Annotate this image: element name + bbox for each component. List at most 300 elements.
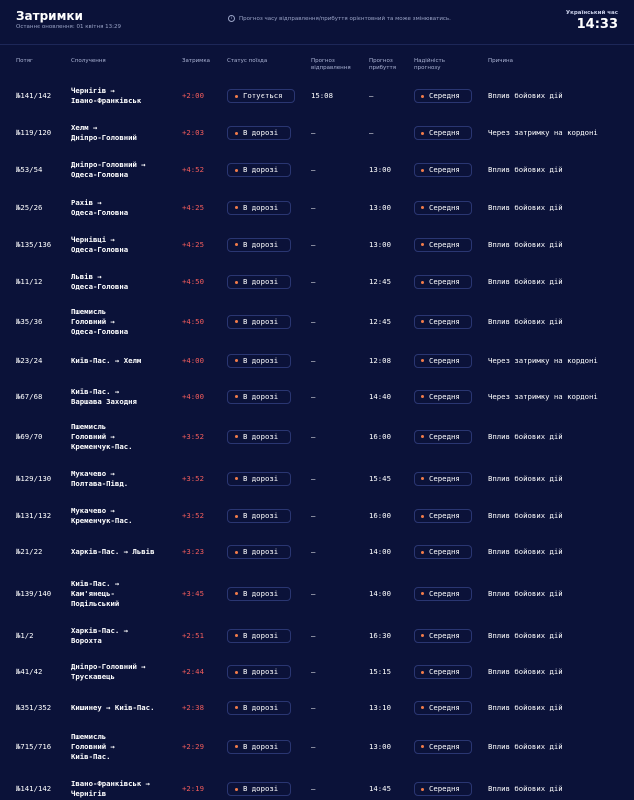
col-status: Статус поїзда (227, 58, 268, 64)
arrival-forecast: 13:00 (369, 202, 391, 212)
table-row (0, 459, 634, 498)
reliability-dot-icon (421, 671, 424, 674)
departure-forecast: — (311, 702, 316, 712)
table-row (0, 301, 634, 342)
col-reliability-line1: Надійність (414, 58, 446, 64)
forecast-notice-text: Прогноз часу відправлення/прибуття орієнтовний та може змінюватись. (239, 15, 451, 22)
reliability-dot-icon (421, 320, 424, 323)
status-label: В дорозі (243, 511, 279, 520)
train-number: №141/142 (16, 784, 52, 793)
route-line: Варшава Заходня (71, 396, 137, 406)
delay-value: +3:52 (182, 511, 204, 520)
reliability-dot-icon (421, 745, 424, 748)
delay-value: +4:00 (182, 391, 204, 401)
table-row (0, 151, 634, 189)
reliability-dot-icon (421, 706, 424, 709)
delay-value: +4:25 (182, 202, 204, 212)
arrival-forecast: 12:45 (369, 316, 391, 326)
departure-forecast: — (311, 355, 316, 365)
departure-forecast: — (311, 391, 316, 401)
route-line: Пшемисль (71, 306, 107, 316)
reliability-dot-icon (421, 169, 424, 172)
last-updated: Останнє оновлення: 01 квітня 13:29 (16, 24, 121, 30)
delay-value: +4:52 (182, 165, 204, 174)
status-dot-icon (235, 551, 238, 554)
status-badge (227, 587, 291, 601)
route-line: Ворохта (71, 635, 102, 645)
route-line: Львів → (71, 272, 102, 281)
status-label: В дорозі (243, 355, 279, 365)
route-line: Одеса-Головна (71, 326, 129, 336)
reliability-label: Середня (429, 511, 460, 520)
delay-reason: Вплив бойових дій (488, 277, 563, 286)
reliability-badge (414, 430, 472, 444)
table-row (0, 725, 634, 768)
departure-forecast: — (311, 277, 316, 286)
departure-forecast: — (311, 741, 316, 751)
delay-reason: Через затримку на кордоні (488, 355, 598, 365)
status-badge (227, 238, 291, 252)
route-line: Івано-Франківськ → (71, 779, 151, 788)
route-line: Дніпро-Головний → (71, 662, 146, 671)
arrival-forecast: 12:45 (369, 277, 391, 286)
reliability-badge (414, 390, 472, 404)
delay-reason: Вплив бойових дій (488, 316, 563, 326)
status-dot-icon (235, 515, 238, 518)
delay-reason: Через затримку на кордоні (488, 128, 598, 137)
col-reliability-line2: прогнозу (414, 65, 441, 71)
status-label: В дорозі (243, 391, 279, 401)
route-line: Одеса-Головна (71, 170, 129, 179)
delay-reason: Вплив бойових дій (488, 588, 563, 598)
reliability-label: Середня (429, 784, 460, 793)
reliability-badge (414, 740, 472, 754)
table-row (0, 617, 634, 654)
status-label: В дорозі (243, 165, 279, 174)
reliability-badge (414, 163, 472, 177)
reliability-label: Середня (429, 128, 460, 137)
reliability-label: Середня (429, 202, 460, 212)
status-dot-icon (235, 592, 238, 595)
status-dot-icon (235, 634, 238, 637)
status-dot-icon (235, 671, 238, 674)
delay-value: +4:00 (182, 355, 204, 365)
status-badge (227, 430, 291, 444)
status-label: В дорозі (243, 702, 279, 712)
col-departure-line1: Прогноз (311, 58, 335, 64)
table-row (0, 534, 634, 570)
status-label: В дорозі (243, 588, 279, 598)
status-label: В дорозі (243, 473, 279, 483)
train-number: №25/26 (16, 202, 43, 212)
delay-reason: Вплив бойових дій (488, 702, 563, 712)
status-badge (227, 315, 291, 329)
route-line: Дніпро-Головний (71, 133, 137, 142)
route (71, 469, 183, 489)
route (71, 422, 183, 452)
reliability-dot-icon (421, 132, 424, 135)
train-number: №35/36 (16, 316, 43, 326)
reliability-badge (414, 238, 472, 252)
delay-value: +4:25 (182, 239, 204, 249)
reliability-badge (414, 545, 472, 559)
status-dot-icon (235, 243, 238, 246)
clock-label: Український час (565, 10, 618, 16)
delay-reason: Вплив бойових дій (488, 473, 563, 483)
col-train: Потяг (16, 58, 33, 64)
forecast-notice (228, 15, 451, 22)
delay-reason: Вплив бойових дій (488, 741, 563, 751)
status-dot-icon (235, 95, 238, 98)
reliability-label: Середня (429, 667, 460, 676)
train-number: №41/42 (16, 667, 43, 676)
train-number: №715/716 (16, 741, 52, 751)
delay-value: +2:29 (182, 741, 204, 751)
status-badge (227, 701, 291, 715)
departure-forecast: — (311, 473, 316, 483)
departure-forecast: — (311, 630, 316, 640)
info-icon: i (228, 15, 235, 22)
status-badge (227, 509, 291, 523)
arrival-forecast: — (369, 128, 374, 137)
col-arrival-line1: Прогноз (369, 58, 393, 64)
status-label: В дорозі (243, 547, 279, 556)
col-route: Сполучення (71, 58, 106, 64)
col-departure (311, 58, 351, 72)
reliability-label: Середня (429, 588, 460, 598)
route (71, 662, 183, 682)
table-row (0, 226, 634, 263)
table-row (0, 189, 634, 226)
table-row (0, 263, 634, 301)
status-dot-icon (235, 169, 238, 172)
route-line: Рахів → (71, 197, 102, 207)
delay-value: +2:38 (182, 702, 204, 712)
reliability-dot-icon (421, 788, 424, 791)
status-dot-icon (235, 320, 238, 323)
reliability-badge (414, 509, 472, 523)
delay-reason: Вплив бойових дій (488, 547, 563, 556)
status-dot-icon (235, 395, 238, 398)
route-line: Чернівці → (71, 234, 115, 244)
arrival-forecast: 14:00 (369, 547, 391, 556)
reliability-dot-icon (421, 435, 424, 438)
delay-value: +3:45 (182, 588, 204, 598)
status-label: В дорозі (243, 202, 279, 212)
reliability-dot-icon (421, 206, 424, 209)
route-line: Хелм → (71, 123, 98, 132)
delay-value: +2:00 (182, 91, 204, 100)
arrival-forecast: 13:00 (369, 741, 391, 751)
delay-value: +2:44 (182, 667, 204, 676)
arrival-forecast: 13:10 (369, 702, 391, 712)
train-number: №67/68 (16, 391, 43, 401)
route-line: Харків-Пас. → (71, 625, 129, 635)
train-number: №141/142 (16, 91, 52, 100)
departure-forecast: — (311, 784, 316, 793)
reliability-badge (414, 354, 472, 368)
status-label: В дорозі (243, 741, 279, 751)
col-delay: Затримка (182, 58, 211, 64)
delay-value: +4:50 (182, 277, 204, 286)
route (71, 123, 183, 143)
route-line: Мукачево → (71, 506, 115, 515)
status-badge (227, 665, 291, 679)
route (71, 235, 183, 255)
reliability-badge (414, 472, 472, 486)
reliability-badge (414, 126, 472, 140)
delay-reason: Вплив бойових дій (488, 667, 563, 676)
status-badge (227, 163, 291, 177)
departure-forecast: — (311, 316, 316, 326)
reliability-badge (414, 629, 472, 643)
train-number: №139/140 (16, 588, 52, 598)
table-row (0, 115, 634, 151)
route-line: Одеса-Головна (71, 282, 129, 291)
delay-reason: Вплив бойових дій (488, 91, 563, 100)
route-line: Дніпро-Головний → (71, 160, 146, 169)
departure-forecast: — (311, 128, 316, 137)
status-badge (227, 89, 295, 103)
train-number: №135/136 (16, 239, 52, 249)
table-row (0, 498, 634, 534)
arrival-forecast: 16:00 (369, 511, 391, 520)
clock-time: 14:33 (576, 17, 618, 32)
status-dot-icon (235, 281, 238, 284)
delay-value: +2:19 (182, 784, 204, 793)
status-dot-icon (235, 435, 238, 438)
delay-reason: Вплив бойових дій (488, 630, 563, 640)
reliability-label: Середня (429, 702, 460, 712)
departure-forecast: — (311, 239, 316, 249)
route (71, 387, 183, 407)
col-reliability (414, 58, 445, 72)
status-label: Готується (243, 91, 283, 100)
reliability-dot-icon (421, 243, 424, 246)
reliability-label: Середня (429, 316, 460, 326)
table-row (0, 570, 634, 617)
reliability-label: Середня (429, 165, 460, 174)
reliability-badge (414, 701, 472, 715)
reliability-dot-icon (421, 359, 424, 362)
status-label: В дорозі (243, 630, 279, 640)
arrival-forecast: 13:00 (369, 165, 391, 174)
train-number: №69/70 (16, 431, 43, 441)
status-label: В дорозі (243, 431, 279, 441)
route (71, 547, 183, 557)
route-line: Кременчук-Пас. (71, 441, 133, 451)
status-label: В дорозі (243, 667, 279, 676)
route-line: Київ-Пас. → (71, 386, 120, 396)
status-dot-icon (235, 706, 238, 709)
status-badge (227, 126, 291, 140)
route-line: Подільський (71, 598, 120, 608)
train-number: №1/2 (16, 630, 34, 640)
status-dot-icon (235, 477, 238, 480)
train-number: №119/120 (16, 128, 52, 137)
route-line: Київ-Пас. → Хелм (71, 355, 142, 365)
reliability-dot-icon (421, 551, 424, 554)
arrival-forecast: 15:15 (369, 667, 391, 676)
status-badge (227, 201, 291, 215)
delay-reason: Вплив бойових дій (488, 431, 563, 441)
reliability-badge (414, 275, 472, 289)
departure-forecast: — (311, 511, 316, 520)
departure-forecast: — (311, 202, 316, 212)
arrival-forecast: 14:00 (369, 588, 391, 598)
reliability-dot-icon (421, 477, 424, 480)
status-badge (227, 354, 291, 368)
table-row (0, 768, 634, 800)
status-badge (227, 740, 291, 754)
reliability-dot-icon (421, 634, 424, 637)
route-line: Пшемисль (71, 421, 107, 431)
route-line: Полтава-Півд. (71, 478, 129, 488)
reliability-dot-icon (421, 281, 424, 284)
route (71, 703, 183, 713)
delays-table (0, 77, 634, 800)
route (71, 579, 183, 609)
page-title: Затримки (16, 9, 83, 23)
table-row (0, 654, 634, 690)
col-arrival (369, 58, 396, 72)
delay-value: +3:52 (182, 473, 204, 483)
route (71, 272, 183, 292)
status-badge (227, 275, 291, 289)
reliability-label: Середня (429, 741, 460, 751)
route-line: Головний → (71, 316, 115, 326)
status-label: В дорозі (243, 316, 279, 326)
col-reason: Причина (488, 58, 513, 64)
route (71, 86, 183, 106)
delay-reason: Вплив бойових дій (488, 784, 563, 793)
route-line: Кременчук-Пас. (71, 516, 133, 525)
train-number: №351/352 (16, 702, 52, 712)
table-row (0, 414, 634, 459)
reliability-badge (414, 587, 472, 601)
train-number: №53/54 (16, 165, 43, 174)
arrival-forecast: 12:08 (369, 355, 391, 365)
reliability-badge (414, 665, 472, 679)
reliability-label: Середня (429, 431, 460, 441)
route-line: Київ-Пас. → (71, 578, 120, 588)
reliability-label: Середня (429, 473, 460, 483)
status-dot-icon (235, 206, 238, 209)
status-badge (227, 545, 291, 559)
delay-reason: Через затримку на кордоні (488, 391, 598, 401)
delay-value: +3:23 (182, 547, 204, 556)
train-number: №11/12 (16, 277, 43, 286)
arrival-forecast: 13:00 (369, 239, 391, 249)
route-line: Київ-Пас. (71, 751, 111, 761)
route (71, 626, 183, 646)
reliability-badge (414, 782, 472, 796)
delay-value: +3:52 (182, 431, 204, 441)
train-number: №131/132 (16, 511, 52, 520)
delay-value: +2:51 (182, 630, 204, 640)
route-line: Чернігів → (71, 86, 115, 95)
route-line: Чернігів (71, 789, 107, 798)
status-label: В дорозі (243, 277, 279, 286)
route-line: Одеса-Головна (71, 207, 129, 217)
status-badge (227, 629, 291, 643)
reliability-dot-icon (421, 95, 424, 98)
route-line: Одеса-Головна (71, 244, 129, 254)
route-line: Головний → (71, 741, 115, 751)
status-dot-icon (235, 359, 238, 362)
train-number: №129/130 (16, 473, 52, 483)
reliability-badge (414, 89, 472, 103)
delay-value: +4:50 (182, 316, 204, 326)
reliability-label: Середня (429, 355, 460, 365)
status-dot-icon (235, 788, 238, 791)
arrival-forecast: 14:45 (369, 784, 391, 793)
arrival-forecast: — (369, 91, 374, 100)
table-row (0, 342, 634, 379)
table-row (0, 77, 634, 115)
page-header (0, 0, 634, 45)
reliability-label: Середня (429, 547, 460, 556)
route-line: Кишинеу → Київ-Пас. (71, 702, 155, 712)
route (71, 198, 183, 218)
departure-forecast: — (311, 667, 316, 676)
reliability-badge (414, 315, 472, 329)
route (71, 160, 183, 180)
delay-value: +2:03 (182, 128, 204, 137)
route-line: Трускавець (71, 672, 115, 681)
status-dot-icon (235, 132, 238, 135)
delay-reason: Вплив бойових дій (488, 202, 563, 212)
reliability-label: Середня (429, 239, 460, 249)
arrival-forecast: 14:40 (369, 391, 391, 401)
status-label: В дорозі (243, 239, 279, 249)
arrival-forecast: 15:45 (369, 473, 391, 483)
route (71, 356, 183, 366)
departure-forecast: — (311, 547, 316, 556)
reliability-label: Середня (429, 277, 460, 286)
route-line: Кам'янець- (71, 588, 115, 598)
route-line: Головний → (71, 431, 115, 441)
reliability-label: Середня (429, 391, 460, 401)
route (71, 506, 183, 526)
route-line: Пшемисль (71, 731, 107, 741)
status-label: В дорозі (243, 128, 279, 137)
departure-forecast: — (311, 431, 316, 441)
route (71, 779, 183, 799)
status-badge (227, 472, 291, 486)
reliability-label: Середня (429, 630, 460, 640)
table-row (0, 379, 634, 414)
table-header (0, 45, 634, 77)
reliability-dot-icon (421, 395, 424, 398)
delay-reason: Вплив бойових дій (488, 239, 563, 249)
arrival-forecast: 16:00 (369, 431, 391, 441)
col-arrival-line2: прибуття (369, 65, 397, 71)
arrival-forecast: 16:30 (369, 630, 391, 640)
departure-forecast: 15:08 (311, 91, 333, 100)
reliability-dot-icon (421, 515, 424, 518)
status-badge (227, 390, 291, 404)
route-line: Івано-Франківськ (71, 96, 142, 105)
route (71, 732, 183, 762)
train-number: №23/24 (16, 355, 43, 365)
departure-forecast: — (311, 588, 316, 598)
status-dot-icon (235, 745, 238, 748)
status-badge (227, 782, 291, 796)
route-line: Харків-Пас. → Львів (71, 547, 155, 556)
delay-reason: Вплив бойових дій (488, 165, 563, 174)
status-label: В дорозі (243, 784, 279, 793)
